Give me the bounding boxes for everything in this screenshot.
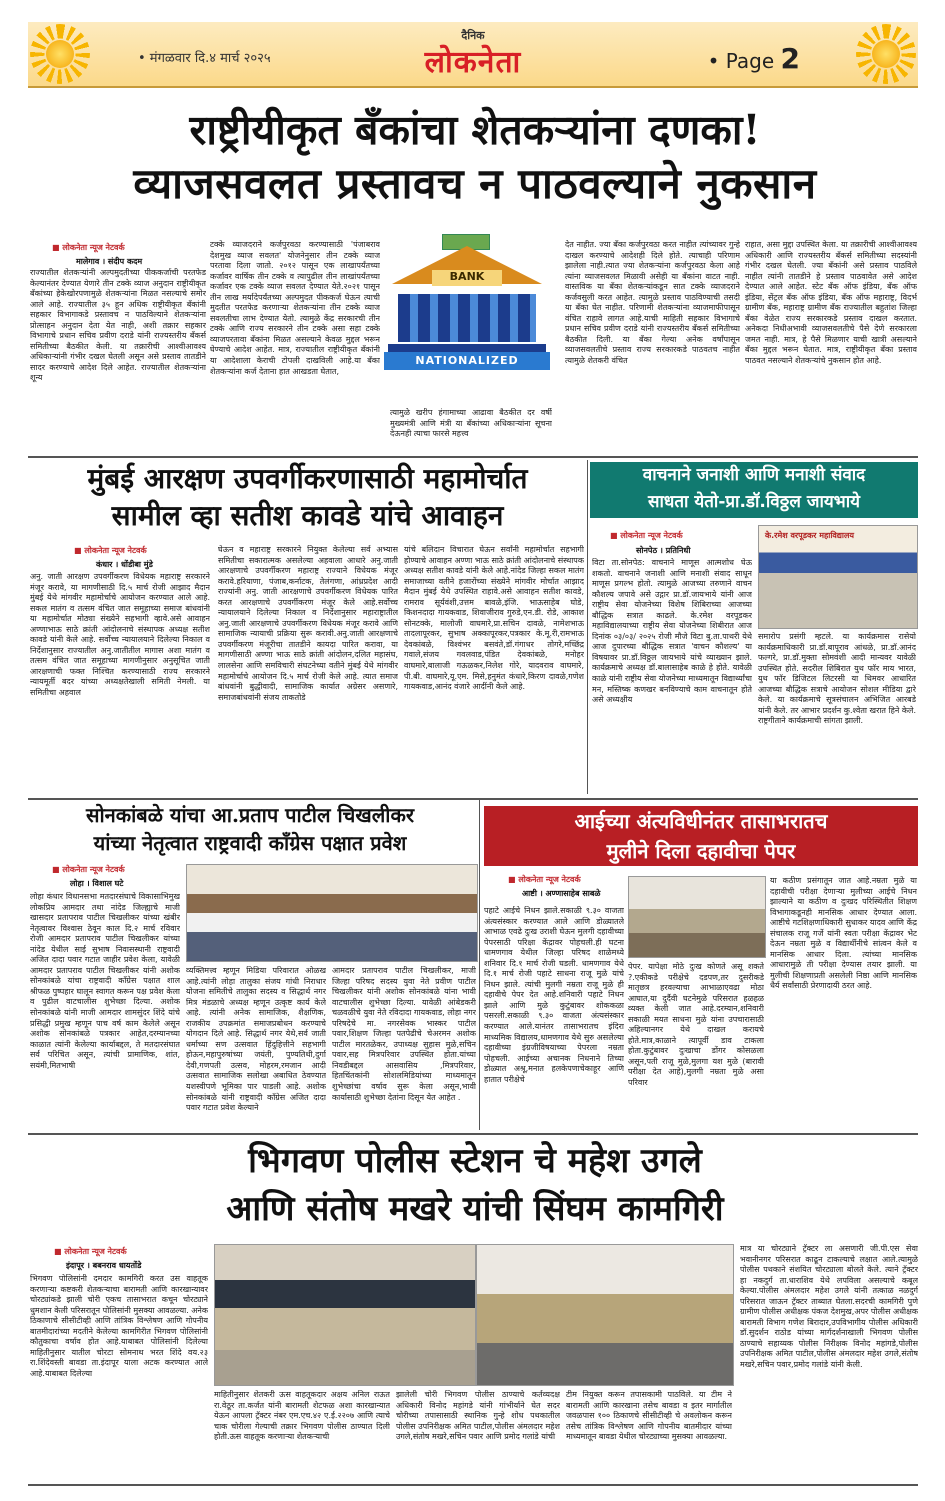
divider: [28, 456, 918, 458]
story6-col3: झालेली चोरी भिगवण पोलीस ठाण्याचे कर्तव्यदक्ष अधिकारी विनोद महांगडे यांनी गांभीर्याने घेत सदर चोरीच्या तपासासाठी स्थानिक गुन्हे शोध पथकातील पोलीस उपनिरीक्षक अमित पाटील,पोलीस अंमलदार महेश उगले,संतोष मखरे,सचिन पवार आणि प्रमोद गलांडे यांची: [396, 1390, 560, 1442]
bank-nationalized-illustration: [384, 240, 550, 380]
bank-columns: [398, 294, 536, 342]
story6-col4: टीम नियुक्त करून तपासकामी पाठविले. या टीम ने बारामती आणि कारखाना तसेच बावडा व इतर मार्गातील जवळपास १०० ठिकाणचे सीसीटीव्ही चे अवलोकन करून तसेच तांत्रिक विश्लेषण आणि गोपनीय बातमीदार यांच्या माध्यमातून बावडा येथील चोरट्याच्या मुसक्या आवळल्या.: [566, 1390, 732, 1442]
story5-byline: आष्टी । अण्णासाहेब साबळे: [522, 889, 601, 898]
story2-col3: यांचे बलिदान विचारात घेऊन सर्वांनी महामोर्चात सहभागी होण्याचे आवाहन अण्णा भाऊ साठे क्रांती आंदोलनाचे संस्थापक अध्यक्ष सतीश कावडे यांनी केले आहे.नांदेड जिल्हा सकल मातंग समाजाच्या वतीने हजारोंच्या संख्येने मांगवीर मोर्चात आझाद मैदान मुंबई येथे उपस्थित राहावे.असे आवाहन सतीश कावडे, रामराव सूर्यवंशी,उत्तम बावळे,इंजि. भाऊसाहेब घोडे, किशनदादा गायकवाड, शिवाजीराव गुरुडे,एन.डी. रोडे, आकाश सोनटक्के, मालोजी वाघमारे,प्रा.सचिन दावळे, नामेशभाऊ तादलापूरकर, सुभाष अक्कापूरकर,पत्रकार के.मू.री,रामभाऊ देवकांबळे, विश्वंभर बसवंते,डॉ.गंगाधर तोगरे,मच्छिंद्र गवाले,संजय गवलवाड,पंडित देवकांबळे, मनोहर वाघमारे,बालाजी गऊळकर,निलेश गोरे, यादवराव वाघमारे, पी.बी. वाघमारे,यू.एम. मिसे,हनुमंत कंधारे,किरण दावळे,गणेश गायकवाड,आनंद वंजारे आदींनी केले आहे.: [404, 545, 584, 692]
divider: [28, 798, 918, 800]
story6-headline-2: आणि संतोष मखरे यांची सिंघम कामगिरी: [226, 1189, 724, 1229]
story1-col3: देत नाहीत. ज्या बँका कर्जपुरवठा करत नाहीत त्यांच्यावर गुन्हे दाखल करण्याचे आदेशही दिले होते. त्याचाही परिणाम झालेला नाही.त्यात ज्या शेतकऱ्यांना कर्जपुरवठा केला आहे त्यांना व्याजसवलत मिळावी असेही या बँकांना वाटत नाही. वास्तविक या बँका शेतकऱ्यांकडून सात टक्के व्याजदराने कर्जवसुली करत आहेत. त्यामुळे प्रस्ताव पाठविण्याची तसदी या बँका घेत नाहीत. परिणामी शेतकऱ्यांना व्याजमाफीपासून वंचित राहावे लागत आहे.याची माहिती सहकार विभागाचे प्रधान सचिव प्रवीण दराडे यांनी राज्यस्तरीय बँकर्स समितीच्या बैठकीत दिली. या बँका गेल्या अनेक वर्षांपासून व्याजसवलतीचे प्रस्ताव राज्य सरकारकडे पाठवतच नाहीत त्यामुळे शेतकरी वंचित: [565, 240, 740, 366]
story3-headline-1: वाचनाने जनाशी आणि मनाशी संवाद: [642, 465, 866, 485]
story4-headline-1: सोनकांबळे यांचा आ.प्रताप पाटील चिखलीकर: [85, 803, 415, 827]
newspaper-logo: लोकनेता: [424, 45, 522, 80]
story6-col1: भिगवण पोलिसांनी दमदार कामगिरी करत उस वाहतूक करणाऱ्या कष्टकरी शेतकऱ्याचा बारामती आणि कारखान्यावर चोरट्यांकडे झाली चोरी एकच तासाभरात कचून चोरट्याने धुमशान केली परिसरातून पोलिसांनी मुसक्या आवळल्या. अनेक ठिकाणाचे सीसीटीव्ही आणि तांत्रिक विश्लेषण आणि गोपनीय बातमीदारांच्या मदतीने केलेल्या कामगिरीत भिगवण पोलिसांनी कौतुकाचा वर्षाव होत आहे.याबाबत पोलिसांनी दिलेल्या माहितीनुसार यातील चोरटा सोमनाथ भरत शिंदे वय.२३ रा.शिंदेवस्ती बावडा ता.इंदापूर याला अटक करण्यात आले आहे.याबाबत दिलेल्या: [30, 1274, 208, 1378]
bank-sign: BANK: [432, 270, 502, 286]
issue-date: • मंगळवार दि.४ मार्च २०२५: [138, 51, 271, 66]
story6-headline-1: भिगवण पोलीस स्टेशन चे महेश उगले: [248, 1141, 702, 1181]
story1-col2: टक्के व्याजदराने कर्जपुरवठा करण्यासाठी 'पंजाबराव देशमुख व्याज सवलत' योजनेनुसार तीन टक्के व्याज परतावा दिला जातो. २०१२ पासून एक लाखापर्यंतच्या कर्जावर वार्षिक तीन टक्के व त्यापुढील तीन लाखांपर्यंतच्या कर्जावर एक टक्के व्याज सवलत देण्यात येते.२०२१ पासून तीन लाख मर्यादेपर्यंतच्या अल्पमुदत पीककर्ज घेऊन त्याची मुदतीत परतफेड करणाऱ्या शेतकऱ्यांना तीन टक्के व्याज सवलतीचा लाभ देण्यात येतो. त्यामुळे केंद्र सरकारची तीन टक्के आणि राज्य सरकारने तीन टक्के असा सहा टक्के व्याजपरतावा बँकांना मिळत असल्याने केवळ मुद्दल भरून घेण्याचे आदेश आहेत. मात्र, राज्यातील राष्ट्रीयीकृत बँकांनी या आदेशाला केराची टोपली दाखविली आहे.या बँका शेतकऱ्यांना कर्ज देताना हात आखडता घेतात,: [210, 240, 380, 376]
story2-col2: घेऊन व महाराष्ट्र सरकारने नियुक्त केलेल्या सर्व अभ्यास समितीचा सकारात्मक असलेल्या अहवाला आधारे अनु.जाती आरक्षणाचे उपवर्गीकरण महाराष्ट्र राज्याने विधेयक मंजूर करावे.हरियाणा, पंजाब,कर्नाटक, तेलंगणा, आंध्रप्रदेश आदी राज्यांनी अनु. जाती आरक्षणाचे उपवर्गीकरण विधेयक पारित करत आरक्षणाचे उपवर्गीकरण मंजूर केले आहे.सर्वोच्च न्यायालयाने दिलेल्या निकाल व निर्देशानुसार महाराष्ट्रातील अनु.जाती आरक्षणाचे उपवर्गीकरण विधेयक मंजूर करावे आणि सामाजिक न्यायाची प्रक्रिया सुरू करावी.अनु.जाती आरक्षणाचे उपवर्गीकरण मंजूरीचा तातडीने कायदा पारित करावा, या मागणीसाठी अण्णा भाऊ साठे क्रांती आंदोलन,दलित महासंघ, लालसेना आणि समविचारी संघटनेच्या वतीने मुंबई येथे मांगवीर महामोर्चाचे आयोजन दि.५ मार्च रोजी केले आहे. त्यात समाज बांधवांनी बुद्धीवादी, सामाजिक कार्यात अग्रेसर असणारे, समाजबांधवांनी संजय ताकतोडे: [218, 545, 398, 702]
divider: [28, 1484, 918, 1486]
police-team-photo: [476, 1244, 734, 1386]
story3-col2: समारोप प्रसंगी म्हटले. या कार्यक्रमास रासेयो कार्यक्रमाधिकारी प्रा.डॉ.बापूराव आंधळे, प्रा.डॉ.आनंद फल्गरे, प्रा.डॉ.मुक्ता सोमवंशी आदी मान्यवर यावेळी उपस्थित होते. सदरील शिबिरात युथ फॉर माय भारत, युथ फॉर डिजिटल लिटरसी या थिमवर आधारित आजच्या बौद्धिक सत्राचे आयोजन सोशल मीडिया द्वारे केले. या कार्यक्रमाचे सूत्रसंचालन अभिजित आरबडे यांनी केले. तर आभार प्रदर्शन कु.श्वेता खरात हिने केले. राष्ट्रगीताने कार्यक्रमाची सांगता झाली.: [758, 632, 916, 726]
story1-network: ■ लोकनेता न्यूज नेटवर्क: [52, 243, 125, 252]
story1-byline: मालेगाव । संदीप कदम: [76, 257, 143, 266]
story5-headline-1: आईच्या अंत्यविधीनंतर तासाभरातच: [574, 809, 828, 833]
story5-headline-2: मुलीने दिला दहावीचा पेपर: [606, 839, 796, 863]
story2-byline: कंधार । धोंडीबा मुंडे: [96, 560, 153, 569]
logo-prefix: दैनिक: [461, 29, 485, 42]
story4-col1: लोहा कंधार विधानसभा मतदारसंघाचे विकासाभिमुख लोकप्रिय आमदार तथा नांदेड जिल्ह्याचे माजी खासदार प्रतापराव पाटील चिखलीकर यांच्या खंबीर नेतृत्वावर विश्वास ठेवून काल दि.२ मार्च रविवार रोजी आमदार प्रतापराव पाटील चिखलीकर यांच्या नांदेड येथील साई सुभाष निवासस्थानी राष्ट्रवादी अजित दादा पवार गटात जाहीर प्रवेश केला, यावेळी आमदार प्रतापराव पाटील चिखलीकर यांनी अशोक सोनकांबळे यांचा राष्ट्रवादी काँग्रेस पक्षात शाल श्रीफळ पुष्पहार घालून स्वागत करून पक्ष प्रवेश केला व पुढील वाटचालीस शुभेच्छा दिल्या. अशोक सोनकांबळे यांनी माजी आमदार शामसुंदर शिंदे यांचे प्रसिद्धी प्रमुख म्हणून पाच वर्ष काम केलेले असून अशोक सोनकांबळे पत्रकार आहेत,दरम्यानच्या काळात त्यांनी केलेल्या कार्याबद्दल, ते मतदारसंघात सर्व परिचित असून, त्यांची प्रामाणिक, शांत, सयंमी,मितभाषी: [30, 892, 180, 1070]
page-number: [708, 42, 800, 75]
story5-network: ■ लोकनेता न्यूज नेटवर्क: [508, 875, 581, 884]
college-banner-text: के.रमेश वरपूडकर महाविद्यालय: [765, 531, 855, 540]
story2-headline-1: मुंबई आरक्षण उपवर्गीकरणासाठी महामोर्चात: [87, 462, 528, 495]
story6-byline: इंदापूर । बबनराव धायतोंडे: [66, 1261, 142, 1270]
story1-col3a: त्यामुळे खरीप हंगामाच्या आढावा बैठकीत दर वर्षी मुख्यमंत्री आणि मंत्री या बँकांच्या अधिकाऱ्यांना सूचना देऊनही त्याचा फारसे महत्त्व: [390, 408, 552, 439]
divider: [479, 800, 480, 1130]
story1-headline-1: राष्ट्रीयीकृत बँकांचा शेतकऱ्यांना दणका!: [189, 106, 761, 154]
story2-col1: अनु. जाती आरक्षण उपवर्गीकरण विधेयक महाराष्ट्र सरकारने मंजूर करावे, या मागणीसाठी दि.५ मार्च रोजी आझाद मैदान मुंबई येथे मांगवीर महामोर्चाचे आयोजन करण्यात आले आहे. सकल मातंग व तत्सम वंचित जात समूहाच्या समाज बांधवांनी या महामोर्चात मोठ्या संख्येने सहभागी व्हावे.असे आवाहन अण्णाभाऊ साठे क्रांती आंदोलनाचे संस्थापक अध्यक्ष सतीश कावडे यांनी केले आहे. सर्वोच्च न्यायालयाने दिलेल्या निकाल व निर्देशानुसार राज्यातील अनु.जातीतील मागास अशा मातंग व तत्सम वंचित जात समूहाच्या मागणीनुसार अनुसूचित जाती आरक्षणाची फक्त निश्चित करण्यासाठी राज्य सरकारने न्यायमूर्ती बदर यांच्या अध्यक्षतेखाली समिती नेमली. या समितीचा अहवाल: [30, 572, 210, 698]
divider: [28, 1133, 918, 1135]
story3-byline: सोनपेठ । प्रतिनिधी: [636, 546, 691, 555]
story4-byline: लोहा । विशाल घटे: [70, 879, 124, 888]
lecture-photo: [758, 525, 918, 629]
police-station-photo: [214, 1244, 476, 1386]
story4-headline-2: यांच्या नेतृत्वात राष्ट्रवादी काँग्रेस पक्षात प्रवेश: [93, 831, 407, 855]
story3-headline-2: साधता येतो-प्रा.डॉ.विठ्ठल जायभाये: [648, 492, 860, 512]
story6-col2: माहितीनुसार शेतकरी ऊस वाहतूकदार अक्षय अनिल राऊत रा.वेठूर ता.कर्जत यांनी बारामती शेटफळ अशा कारखान्यात येऊन आपला ट्रॅक्टर नंबर एम.एच.४२ ए.ई.२२०७ आणि त्याचे चाक चोरीला गेल्याची तक्रार भिगवण पोलीस ठाण्यात दिली होती.ऊस वाहतूक करणाऱ्या शेतकऱ्याची: [214, 1390, 390, 1442]
masthead: [28, 22, 918, 88]
story4-col3: आमदार प्रतापराव पाटील चिखलीकर, माजी जिल्हा परिषद सदस्य युवा नेते प्रवीण पाटील चिखलीकर यांनी अशोक सोनकांबळे यांना भावी वाटचालीस शुभेच्छा दिल्या. यावेळी आंबेडकरी चळवळीचे युवा नेते रविदादा गायकवाड, लोहा नगर परिषदेचे मा. नगरसेवक भास्कर पाटील पवार,शिक्षण जिल्हा पतपेढीचे चेअरमन अशोक पाटील मारतळेकर, उपाध्यक्ष सुहास मुळे,सचिन पवार,सह मित्रपरिवार उपस्थित होता.यांच्या निवडीबद्दल आसवासिय ,मित्रपरिवार, हितचिंतकांनी सोशलमिडियांच्या माध्यमातून शुभेच्छांचा वर्षाव सुरू केला असून,भावी कार्यासाठी शुभेच्छा देतांना दिसून येत आहेत .: [332, 966, 476, 1102]
story3-col1: विटा ता.सोनपेठ: वाचनाने माणूस आत्मशोध घेऊ शकतो. वाचनाने जनाशी आणि मनाशी संवाद साधून माणूस प्रगल्भ होतो. त्यामुळे आजच्या तरुणाने वाचन कौशल्य जपावे असे उद्गार प्रा.डॉ.जायभाये यांनी आज राष्ट्रीय सेवा योजनेच्या विशेष शिबिराच्या आजच्या बौद्धिक सत्रात काढले. के.रमेश वरपूडकर महाविद्यालयाच्या राष्ट्रीय सेवा योजनेच्या शिबीरात आज दिनांक ०३/०३/ २०२५ रोजी मौजे विटा बु.ता.पाथरी येथे आज दुपारच्या बौद्धिक सत्रात 'वाचन कौशल्य' या विषयावर प्रा.डॉ.विठ्ठल जायभाये यांचे व्याख्यान झाले. कार्यक्रमाचे अध्यक्ष डॉ.बालासाहेब काळे हे होते. यावेळी काळे यांनी राष्ट्रीय सेवा योजनेच्या माध्यमातून विद्यार्थ्यांचा मन, मस्तिष्क कणखर बनविण्याचे काम वाचनातून होते असे अध्यक्षीय: [592, 558, 752, 705]
nationalized-banner: NATIONALIZED: [384, 352, 550, 370]
story5-headline-box: [484, 806, 918, 866]
story5-col1: पहाटे आईचे निधन झाले.सकाळी ९.३० वाजता अंत्यसंस्कार करण्यात आले आणि डोळ्यातले आभाळ एवढे दुःख उराशी घेऊन मुलगी दहावीच्या पेपरसाठी परिक्षा केंद्रावर पोहचली.ही घटना धामणगाव येथील जिल्हा परिषद शाळेमध्ये शनिवार दि.१ मार्च रोजी घडली. धामणगाव येथे दि.१ मार्च रोजी पहाटे साधना राजू मुळे यांचे निधन झाले. त्यांची मुलगी नम्रता राजू मुळे ही दहावीचे पेपर देत आहे.शनिवारी पहाटे निधन झाले आणि मुळे कुटुंबावर शोककळा पसरली.सकाळी ९.३० वाजता अंत्यसंस्कार करण्यात आले.यानंतर तासाभरातच इंदिरा माध्यमिक विद्यालय,धामणगाव येथे सुरु असलेल्या दहावीच्या इंग्रजीविषयाच्या पेपरला नम्रता पोहचली. आईच्या अचानक निधनाने तिच्या डोळ्यात अश्रू,मनात हलकेपणाचेकाहूर आणि हातात परीक्षेचे: [484, 906, 624, 1084]
story2-network: ■ लोकनेता न्यूज नेटवर्क: [74, 546, 147, 555]
story5-col2: पेपर. यापेक्षा मोठे दुःख कोणते असू शकते ?.एकीकडे परीक्षेचे दडपण,तर दुसरीकडे मातृछत्र हरवल्याचा आभाळाएवढा मोठा आघात,या दुर्दैवी घटनेमुळे परिसरात हळहळ व्यक्त केली जात आहे.दरम्यान,शनिवारी सकाळी मयत साधना मुळे यांना उपचारासाठी अहिल्यानगर येथे दाखल करायचे होते.मात्र,काळाने त्यापूर्वी डाव टाकला होता.कुटुंबावर दुःखाचा डोंगर कोसळला असून,पती राजू मुळे,मुलगा यश मुळे (बारावी परीक्षा देत आहे),मुलगी नम्रता मुळे असा परिवार: [628, 962, 764, 1088]
page-number-value: 2: [780, 42, 800, 75]
story4-col2: व्यक्तिमत्त्व म्हणून मिडिया परिवारात ओळख आहे.त्यांनी लोहा तालुका संजय गांधी निराधार योजना समितीचे तालुका सदस्य व सिद्धार्थ नगर मित्र मंडळाचे अध्यक्ष म्हणून उत्कृष्ट कार्य केले आहे. त्यांनी अनेक सामाजिक, शैक्षणिक, राजकीय उपक्रमांत समाजप्रबोधन करण्याचे योगदान दिले आहे. सिद्धार्थ नगर येथे,सर्व जाती धर्माच्या सण उत्सवात हिंदुहित्तीने सहभागी होऊन,महापुरुषांच्या जयंती, पुण्यतिथी,दुर्गा देवी,गणपती उत्सव, मोहरम,रमजान आदी उत्सवात सामाजिक सलोखा अबाधित ठेवण्यात यशस्वीपणे भूमिका पार पाडली आहे. अशोक सोनकांबळे यांनी राष्ट्रवादी काँग्रेस अजित दादा पवार गटात प्रवेश केल्याने: [186, 966, 326, 1113]
story3-headline-box: [590, 462, 918, 518]
story1-col1: राज्यातील शेतकऱ्यांनी अल्पमुदतीच्या पीककर्जाची परतफेड केल्यानंतर देण्यात येणारे तीन टक्के व्याज अनुदान राष्ट्रीयीकृत बँकांच्या हेकेखोरपणामुळे शेतकऱ्यांना मिळत नसल्याचे समोर आले आहे. राज्यातील ३५ हून अधिक राष्ट्रीयीकृत बँकांनी सहकार विभागाकडे प्रस्तावच न पाठविल्याने शेतकऱ्यांना प्रोत्साहन अनुदान देता येत नाही, अशी तक्रार सहकार विभागाचे प्रधान सचिव प्रवीण दराडे यांनी राज्यस्तरीय बँकर्स समितीच्या बैठकीत केली. या तक्रारीची आश्वीआवश्य अधिकाऱ्यांनी गंभीर दखल घेतली असून असे प्रस्ताव तातडीने सादर करण्याचे आदेश दिले आहेत. राज्यातील शेतकऱ्यांना शून्य: [30, 268, 206, 383]
exam-room-photo: [628, 876, 766, 958]
story6-col5: मात्र या चोरट्याने ट्रॅक्टर ला असणारी जी.पी.एस सेवा भवानीनगर परिसरात काढून टाकल्याचे लक्षात आले.त्यामुळे पोलीस पथकाने संशयित चोरट्याला बोलते केले. त्याने ट्रॅक्टर हा नकदुर्ग ता.धाराशिव येथे लपविला असल्याचे कबूल केल्या.पोलीस अंमलदार महेश उगले यांनी तत्काळ नळदुर्ग परिसरात जाऊन ट्रॅक्टर ताब्यात घेतला.सदरची कामगिरी पुणे ग्रामीण पोलीस अधीक्षक पंकज देशमुख,अपर पोलीस अधीक्षक बारामती विभाग गणेश बिरादार,उपविभागीय पोलीस अधिकारी डॉ.सुदर्शन राठोड यांच्या मार्गदर्शनाखाली भिगवण पोलीस ठाण्याचे सहाय्यक पोलीस निरीक्षक विनोद महांगडे,पोलीस उपनिरीक्षक अमित पाटील,पोलीस अंमलदार महेश उगले,संतोष मखरे,सचिन पवार,प्रमोद गलांडे यांनी केली.: [740, 1244, 918, 1370]
story1-headline-2: व्याजसवलत प्रस्तावच न पाठवल्याने नुकसान: [133, 159, 817, 208]
story3-network: ■ लोकनेता न्यूज नेटवर्क: [610, 531, 683, 540]
story6-network: ■ लोकनेता न्यूज नेटवर्क: [54, 1247, 127, 1256]
divider: [587, 460, 588, 794]
story1-col4: राहात, असा मुद्दा उपस्थित केला. या तक्रारीची आश्वीआवश्य अधिकारी आणि राज्यस्तरीय बँकर्स समितीच्या सदस्यांनी गंभीर दखल घेतली. ज्या बँकांनी असे प्रस्ताव पाठविले नाहीत त्यांनी तातडीने हे प्रस्ताव पाठवावेत असे आदेश देण्यात आले आहेत. स्टेट बँक ऑफ इंडिया, बँक ऑफ इंडिया, सेंट्रल बँक ऑफ इंडिया, बँक ऑफ महाराष्ट्र, विदर्भ ग्रामीण बँक, महाराष्ट्र ग्रामीण बँक राज्यातील बहुतांश जिल्हा बँका वेळेत राज्य सरकारकडे प्रस्ताव दाखल करतात. अनेकदा निधीअभावी व्याजसवलतीचे पैसे देणे सरकारला जमत नाही. मात्र, हे पैसे मिळणार याची खात्री असल्याने बँका मुद्दल भरून घेतात. मात्र, राष्ट्रीयीकृत बँका प्रस्ताव पाठवत नसल्याने शेतकऱ्यांचे नुकसान होत आहे.: [745, 240, 917, 366]
story2-headline-2: सामील व्हा सतीश कावडे यांचे आवाहन: [111, 499, 504, 532]
party-induction-photo: [186, 864, 478, 962]
page-label: • Page: [707, 49, 775, 73]
story5-col3: या कठीण प्रसंगातून जात आहे.नम्रता मुळे या दहावीची परीक्षा देणाऱ्या मुलीच्या आईचे निधन झाल्याने या कठीण व दुःखद परिस्थितीत शिक्षण विभागाकडूनही मानसिक आधार देण्यात आला. आष्टीचे गटशिक्षणाधिकारी सुधाकर यादव आणि केंद्र संचालक राजू गर्जे यांनी स्वतः परीक्षा केंद्रावर भेट देऊन नम्रता मुळे व विद्यार्थीनीचे सांत्वन केले व मानसिक आधार दिला. त्यांच्या मानसिक आधारामुळे ती परीक्षा देण्यास तयार झाली. या मुलीची शिक्षणाप्रती असलेली निष्ठा आणि मानसिक धैर्य सर्वांसाठी प्रेरणादायी ठरत आहे.: [770, 876, 917, 991]
story4-network: ■ लोकनेता न्यूज नेटवर्क: [52, 865, 125, 874]
